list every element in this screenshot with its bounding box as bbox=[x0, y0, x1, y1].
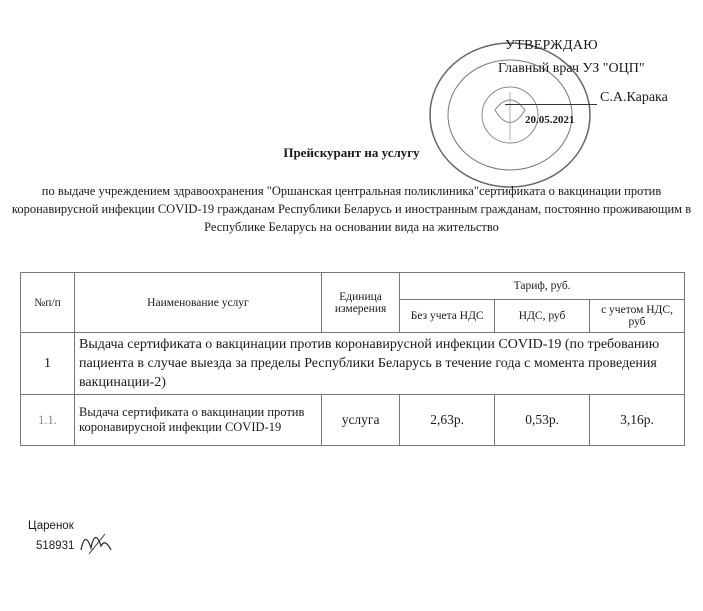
approval-title: УТВЕРЖДАЮ bbox=[505, 38, 598, 53]
header-with-vat: с учетом НДС, руб bbox=[590, 300, 685, 333]
row-service-name: Выдача сертификата о вакцинации против коронавирусной инфекции COVID-19 bbox=[75, 395, 322, 446]
signature-line bbox=[505, 104, 597, 105]
row-service-group: Выдача сертификата о вакцинации против коронавирусной инфекции COVID-19 (по требованию пациента в случае выезда за пределы Республики Беларусь в течение года с момента проведения вакцинации-2) bbox=[75, 333, 685, 395]
header-name: Наименование услуг bbox=[75, 273, 322, 333]
row-price-with-vat: 3,16р. bbox=[590, 395, 685, 446]
row-unit: услуга bbox=[321, 395, 399, 446]
handwritten-signature bbox=[75, 520, 115, 560]
signer-name: Царенок bbox=[28, 520, 74, 532]
document-title: Прейскурант на услугу bbox=[283, 145, 420, 160]
approval-date: 20.05.2021 bbox=[525, 114, 575, 126]
row-num: 1.1. bbox=[21, 395, 75, 446]
row-num: 1 bbox=[21, 333, 75, 395]
price-table bbox=[20, 272, 685, 446]
approval-role: Главный врач УЗ "ОЦП" bbox=[498, 61, 645, 76]
table-row bbox=[21, 333, 685, 395]
header-tariff: Тариф, руб. bbox=[400, 273, 685, 300]
row-vat: 0,53р. bbox=[495, 395, 590, 446]
document-subtitle: по выдаче учреждением здравоохранения "Оршанская центральная поликлиника"сертификата о вакцинации против коронавирусной инфекции COVID-19 гражданам Республики Беларусь и иностранным гражданам, постоянно проживающим в Республике Беларусь на основании вида на жительство bbox=[11, 184, 692, 234]
table-row bbox=[21, 395, 685, 446]
approval-name: С.А.Карака bbox=[600, 90, 668, 105]
header-vat: НДС, руб bbox=[495, 300, 590, 333]
table-header-row bbox=[21, 273, 685, 300]
signer-code: 518931 bbox=[36, 540, 75, 552]
row-price-without-vat: 2,63р. bbox=[400, 395, 495, 446]
header-num: №п/п bbox=[21, 273, 75, 333]
header-unit: Единица измерения bbox=[321, 273, 399, 333]
header-without-vat: Без учета НДС bbox=[400, 300, 495, 333]
